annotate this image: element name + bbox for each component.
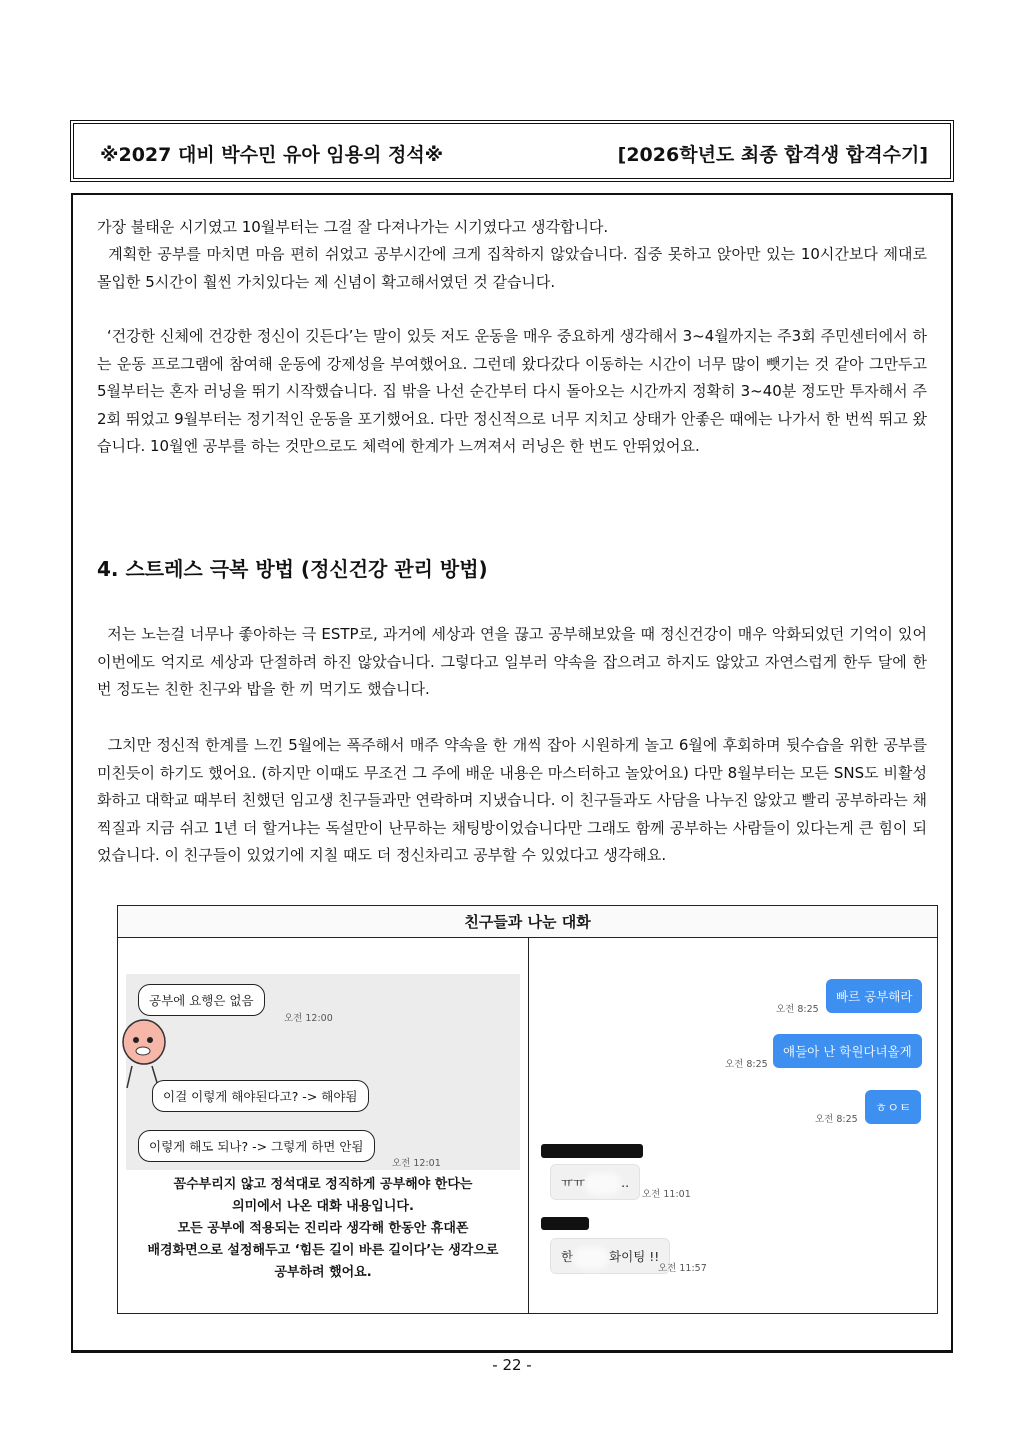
- right-chat-bubble-5: [550, 1238, 670, 1274]
- page-number: - 22 -: [492, 1356, 532, 1374]
- right-chat-bubble-3: ㅎㅇㅌ: [865, 1090, 921, 1124]
- table-divider: [528, 938, 529, 1314]
- left-chat-time-3: 오전 12:01: [392, 1158, 441, 1169]
- left-chat-screenshot: [126, 974, 520, 1170]
- right-chat-bubble-4-suffix: ..: [621, 1175, 630, 1190]
- left-chat-bubble-1: 공부에 요행은 없음: [138, 984, 265, 1016]
- caption-line-1: 꼼수부리지 않고 정석대로 정직하게 공부해야 한다는: [173, 1177, 473, 1192]
- caption-line-2: 의미에서 나온 대화 내용입니다.: [232, 1199, 414, 1214]
- paragraph-1: 가장 불태운 시기였고 10월부터는 그걸 잘 다져나가는 시기였다고 생각합니다.: [97, 218, 609, 236]
- header-right-title: [2026학년도 최종 합격생 합격수기]: [617, 144, 928, 166]
- paragraph-4: 저는 노는걸 너무나 좋아하는 극 ESTP로, 과거에 세상과 연을 끊고 공부해보았을 때 정신건강이 매우 악화되었던 기억이 있어 이번에도 억지로 세상과 단절하려 하진 않았습니다. 그렇다고 일부러 약속을 잡으려고 하지도 않았고 자연스럽게 한두 달에 한 번 정도는 친한 친구와 밥을 한 끼 먹기도 했습니다.: [97, 625, 927, 698]
- redacted-name-1: [541, 1144, 643, 1158]
- left-chat-bubble-3: 이렇게 해도 되나? -> 그렇게 하면 안됨: [138, 1130, 375, 1162]
- right-chat-bubble-4-text: ㅠㅠ: [561, 1175, 586, 1190]
- header-left-title: ※2027 대비 박수민 유아 임용의 정석※: [100, 144, 444, 166]
- table-title: 친구들과 나눈 대화: [118, 906, 937, 938]
- right-chat-time-5: 오전 11:57: [658, 1263, 707, 1274]
- left-chat-time-1: 오전 12:00: [284, 1013, 333, 1024]
- blurred-text: [589, 1177, 617, 1191]
- blurred-text: [577, 1251, 605, 1265]
- paragraph-2: 계획한 공부를 마치면 마음 편히 쉬었고 공부시간에 크게 집착하지 않았습니다. 집중 못하고 앉아만 있는 10시간보다 제대로 몰입한 5시간이 훨씬 가치있다는 제 신념이 확고해서였던 것 같습니다.: [97, 245, 927, 291]
- chat-caption: [126, 1174, 520, 1284]
- left-chat-bubble-2: 이걸 이렇게 해야된다고? -> 해야됨: [152, 1080, 369, 1112]
- right-chat-bubble-4: [550, 1164, 640, 1200]
- section-heading: 4. 스트레스 극복 방법 (정신건강 관리 방법): [97, 557, 488, 581]
- caption-line-4: 배경화면으로 설정해두고 ‘힘든 길이 바른 길이다’는 생각으로: [147, 1243, 499, 1258]
- paragraph-5: 그치만 정신적 한계를 느낀 5월에는 폭주해서 매주 약속을 한 개씩 잡아 시원하게 놀고 6월에 후회하며 뒷수습을 위한 공부를 미친듯이 하기도 했어요. (하지만 이때도 무조건 그 주에 배운 내용은 마스터하고 놀았어요) 다만 8월부터는 모든 SNS도 비활성화하고 대학교 때부터 친했던 임고생 친구들과만 연락하며 지냈습니다. 이 친구들과도 사담을 나누진 않았고 빨리 공부하라는 채찍질과 지금 쉬고 1년 더 할거냐는 독설만이 난무하는 채팅방이었습니다만 그래도 함께 공부하는 사람들이 있다는게 큰 힘이 되었습니다. 이 친구들이 있었기에 지칠 때도 더 정신차리고 공부할 수 있었다고 생각해요.: [97, 736, 927, 864]
- page-header: [70, 120, 954, 182]
- right-chat-bubble-2: 얘들아 난 학원다녀올게: [773, 1034, 922, 1068]
- right-chat-bubble-1: 빠르 공부해라: [826, 979, 922, 1013]
- right-chat-time-2: 오전 8:25: [725, 1059, 768, 1070]
- paragraph-3: ‘건강한 신체에 건강한 정신이 깃든다’는 말이 있듯 저도 운동을 매우 중요하게 생각해서 3~4월까지는 주3회 주민센터에서 하는 운동 프로그램에 참여해 운동에 강제성을 부여했어요. 그런데 왔다갔다 이동하는 시간이 너무 많이 뺏기는 것 같아 그만두고 5월부터는 혼자 러닝을 뛰기 시작했습니다. 집 밖을 나선 순간부터 다시 돌아오는 시간까지 정확히 3~40분 정도만 투자해서 주 2회 뛰었고 9월부터는 정기적인 운동을 포기했어요. 다만 정신적으로 너무 지치고 상태가 안좋은 때에는 나가서 한 번씩 뛰고 왔습니다. 10월엔 공부를 하는 것만으로도 체력에 한계가 느껴져서 러닝은 한 번도 안뛰었어요.: [97, 327, 927, 455]
- right-chat-time-4: 오전 11:01: [642, 1189, 691, 1200]
- caption-line-5: 공부하려 했어요.: [274, 1265, 372, 1280]
- right-chat-bubble-5-text: 한: [561, 1249, 574, 1264]
- conversation-table: [117, 905, 938, 1314]
- right-chat-bubble-5-suffix: 화이팅 !!: [609, 1249, 660, 1264]
- right-chat-time-3: 오전 8:25: [815, 1114, 858, 1125]
- right-chat-time-1: 오전 8:25: [776, 1004, 819, 1015]
- redacted-name-2: [541, 1217, 589, 1230]
- caption-line-3: 모든 공부에 적용되는 진리라 생각해 한동안 휴대폰: [177, 1221, 469, 1236]
